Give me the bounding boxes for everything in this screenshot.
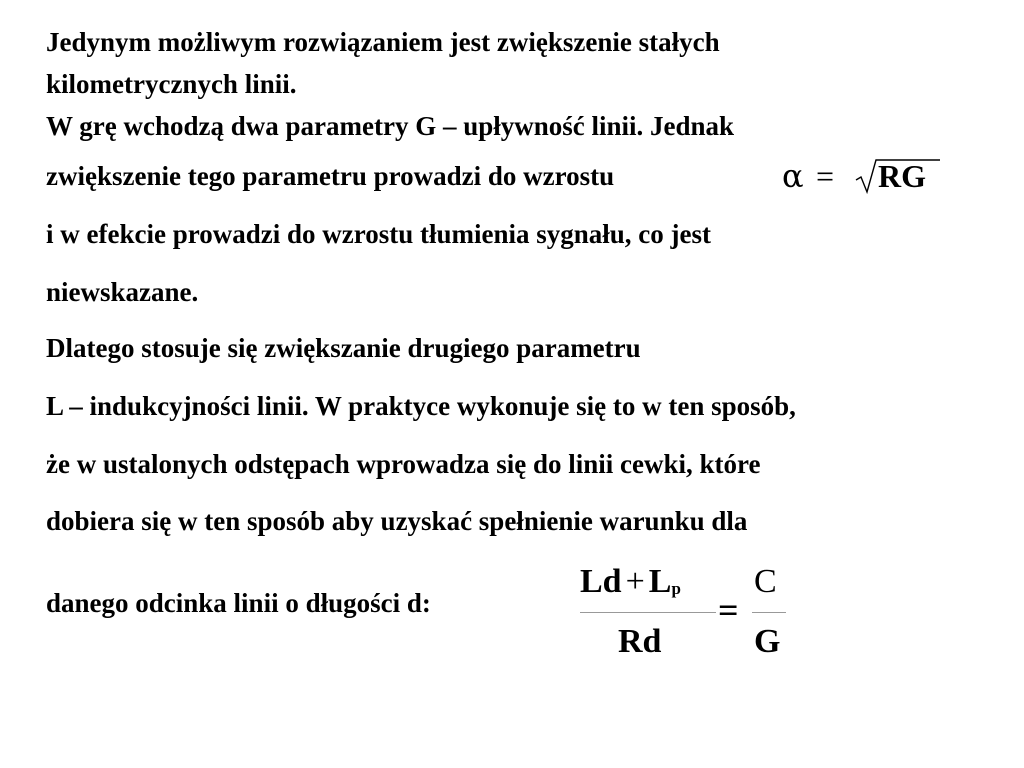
text-line-6: niewskazane. bbox=[46, 277, 199, 307]
text-line-8: L – indukcyjności linii. W praktyce wykonuje się to w ten sposób, bbox=[46, 391, 796, 421]
text-line-9: że w ustalonych odstępach wprowadza się do linii cewki, które bbox=[46, 449, 761, 479]
text-line-10: dobiera się w ten sposób aby uzyskać spełnienie warunku dla bbox=[46, 506, 748, 536]
formula-radicand: RG bbox=[878, 158, 926, 194]
text-line-5: i w efekcie prowadzi do wzrostu tłumienia sygnału, co jest bbox=[46, 219, 711, 249]
text-line-3: W grę wchodzą dwa parametry G – upływność linii. Jednak bbox=[46, 111, 735, 141]
fraction-denominator: Rd bbox=[618, 623, 662, 660]
fraction-right-denominator: G bbox=[754, 623, 781, 660]
numerator-sub-p: p bbox=[671, 579, 681, 598]
numerator-ld: Ld bbox=[580, 563, 622, 600]
formula-fraction-condition bbox=[570, 560, 800, 670]
text-line-7: Dlatego stosuje się zwiększanie drugiego parametru bbox=[46, 333, 641, 363]
text-line-1: Jedynym możliwym rozwiązaniem jest zwiększenie stałych bbox=[46, 27, 720, 57]
numerator-l: L bbox=[648, 563, 672, 600]
fraction-equals: = bbox=[718, 590, 739, 630]
numerator-plus: + bbox=[625, 563, 645, 600]
fraction-numerator bbox=[580, 562, 681, 609]
formula-alpha-symbol: α bbox=[782, 157, 804, 195]
fraction-bar-right bbox=[752, 612, 786, 613]
formula-equals: = bbox=[816, 158, 835, 194]
text-line-2: kilometrycznych linii. bbox=[46, 69, 297, 99]
fraction-bar-left bbox=[580, 612, 716, 613]
text-line-11: danego odcinka linii o długości d: bbox=[46, 588, 431, 618]
fraction-right-numerator: C bbox=[754, 563, 777, 600]
text-line-4: zwiększenie tego parametru prowadzi do wzrostu bbox=[46, 161, 615, 191]
